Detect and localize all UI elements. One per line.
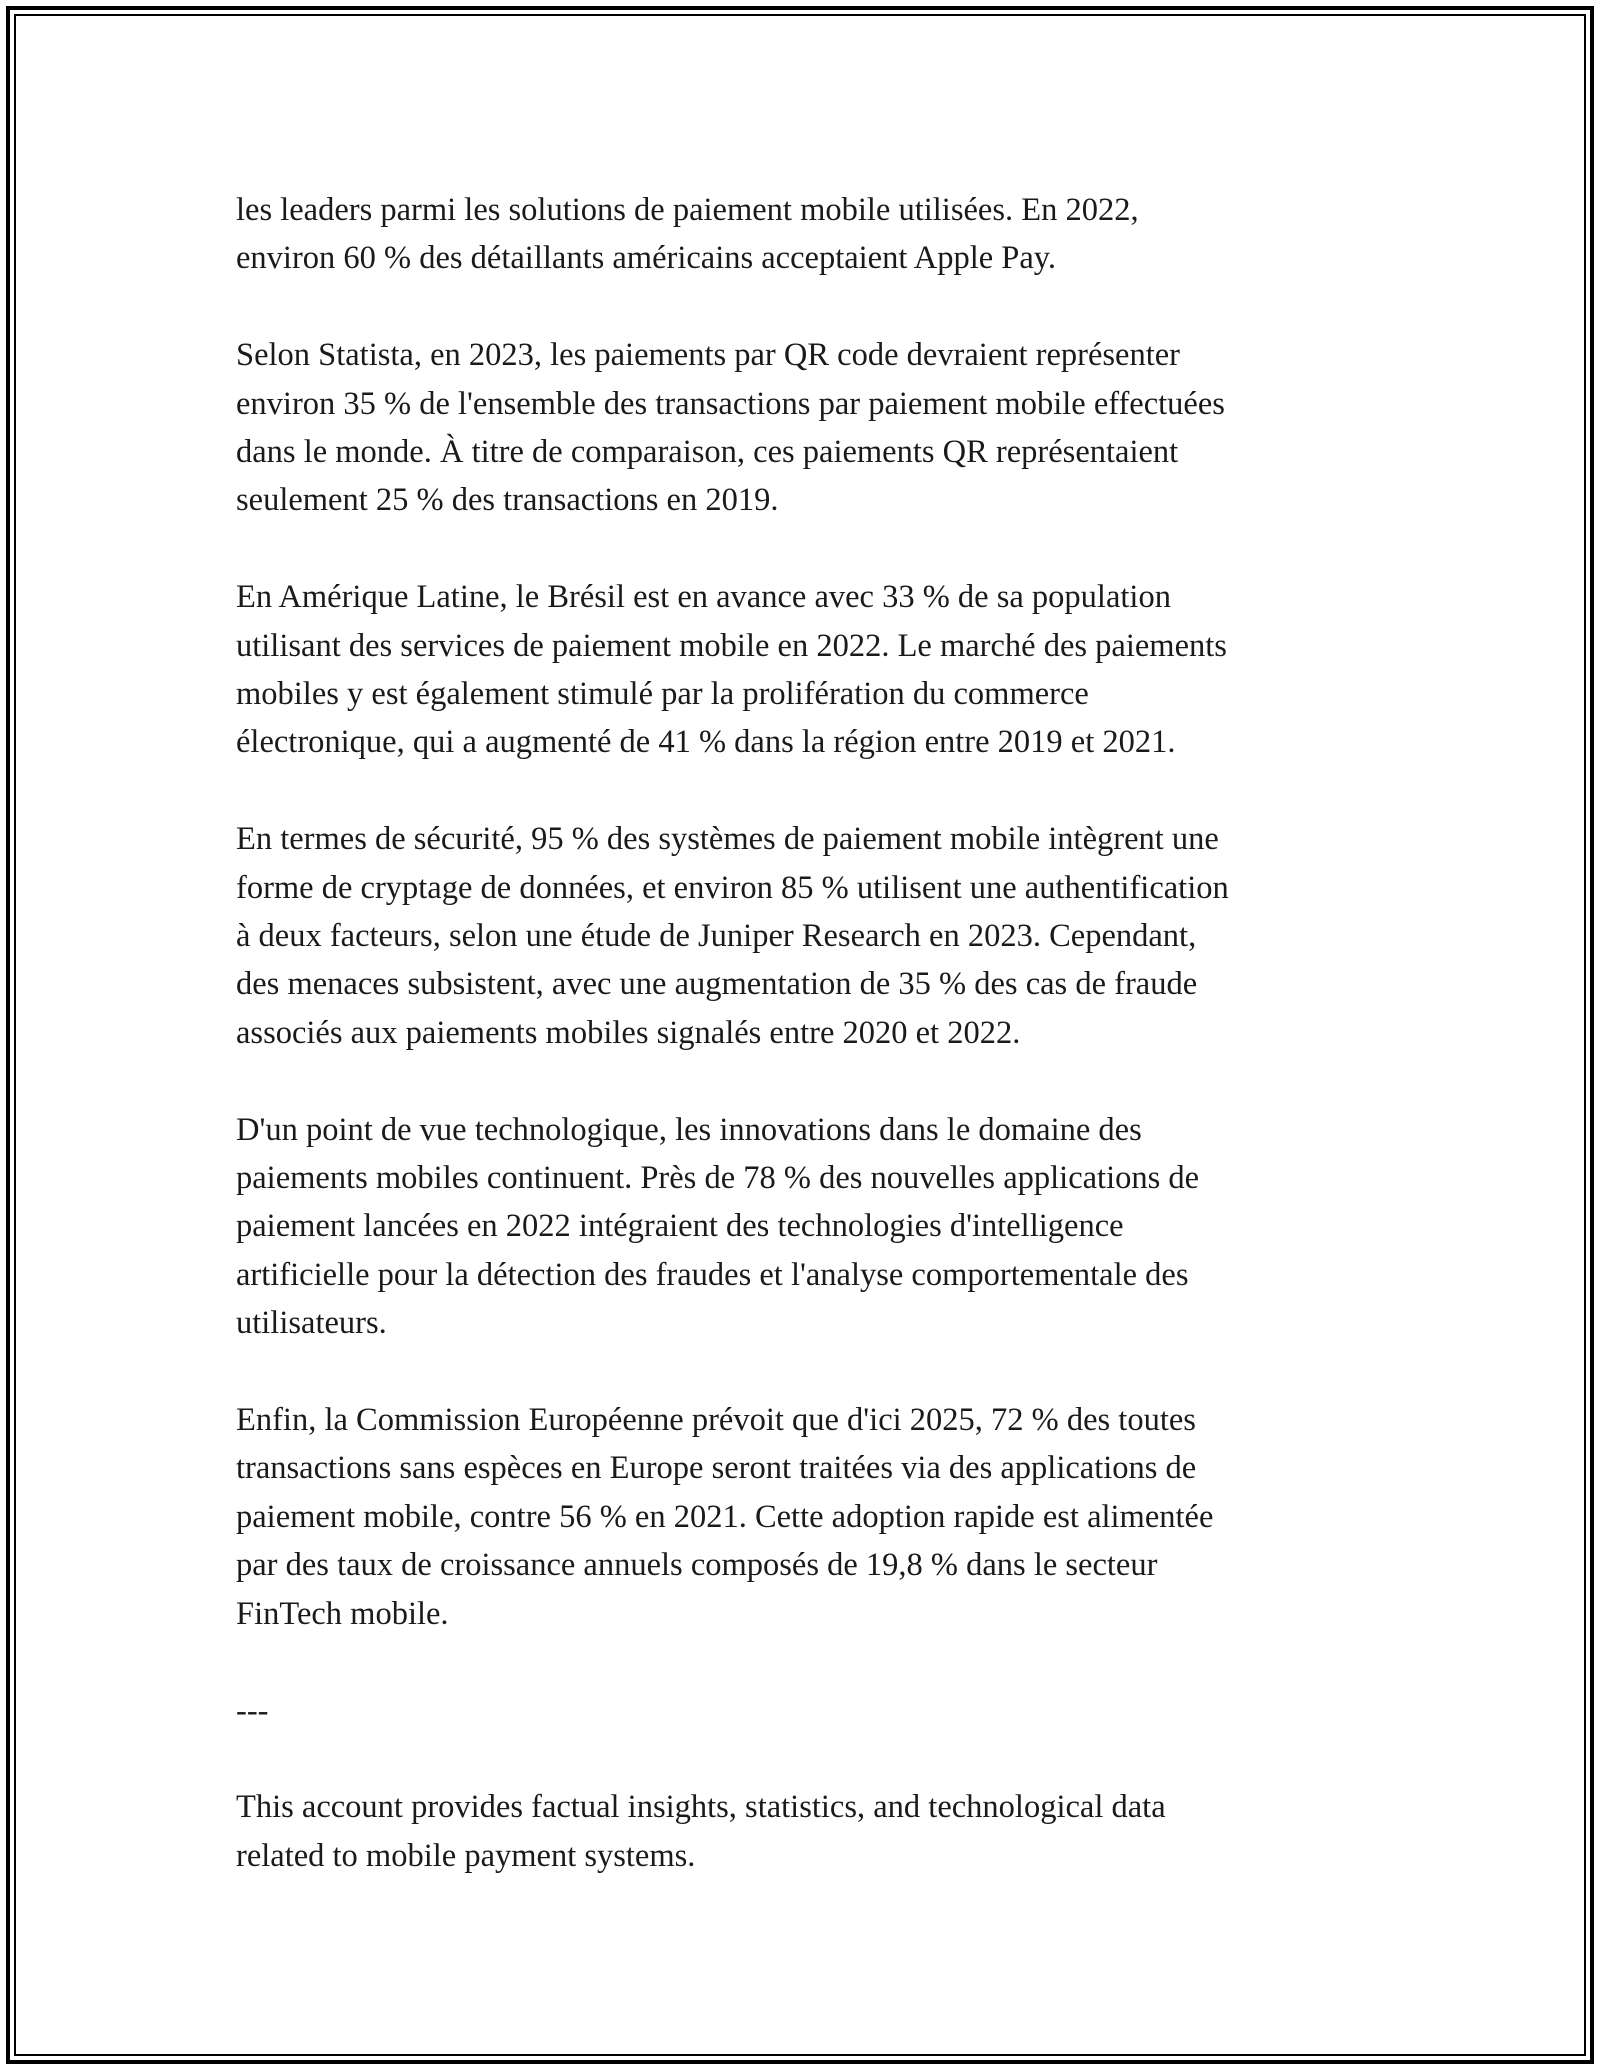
paragraph-security: En termes de sécurité, 95 % des systèmes de paiement mobile intègrent une forme de cryptage de données, et environ 85 % utilisent une authentification à deux facteurs, selon une étude de Juniper Research en 2023. Cependant, des menaces subsistent, avec une augmentation de 35 % des cas de fraude associés aux paiements mobiles signalés entre 2020 et 2022. [236, 821, 1229, 1051]
paragraph-summary: This account provides factual insights, statistics, and technological data related to mobile payment systems. [236, 1789, 1166, 1874]
paragraph-latin-america: En Amérique Latine, le Brésil est en avance avec 33 % de sa population utilisant des services de paiement mobile en 2022. Le marché des paiements mobiles y est également stimulé par la prolifération du commerce électronique, qui a augmenté de 41 % dans la région entre 2019 et 2021. [236, 579, 1227, 761]
separator-line: --- [236, 1692, 269, 1729]
paragraph-technology: D'un point de vue technologique, les innovations dans le domaine des paiements mobiles continuent. Près de 78 % des nouvelles applications de paiement lancées en 2022 intégraient des technologies d'intelligence artificielle pour la détection des fraudes et l'analyse comportementale des utilisateurs. [236, 1111, 1200, 1342]
paragraph-europe: Enfin, la Commission Européenne prévoit que d'ici 2025, 72 % des toutes transactions sans espèces en Europe seront traitées via des applications de paiement mobile, contre 56 % en 2021. Cette adoption rapide est alimentée par des taux de croissance annuels composés de 19,8 % dans le secteur FinTech mobile. [236, 1402, 1214, 1632]
paragraph-qr-code: Selon Statista, en 2023, les paiements par QR code devraient représenter environ 35 % de l'ensemble des transactions par paiement mobile effectuées dans le monde. À titre de comparaison, ces paiements QR représentaient seulement 25 % des transactions en 2019. [236, 337, 1225, 519]
paragraph-apple-pay: les leaders parmi les solutions de paiement mobile utilisées. En 2022, environ 60 % des détaillants américains acceptaient Apple Pay. [236, 192, 1139, 277]
document-body [236, 186, 1366, 1880]
